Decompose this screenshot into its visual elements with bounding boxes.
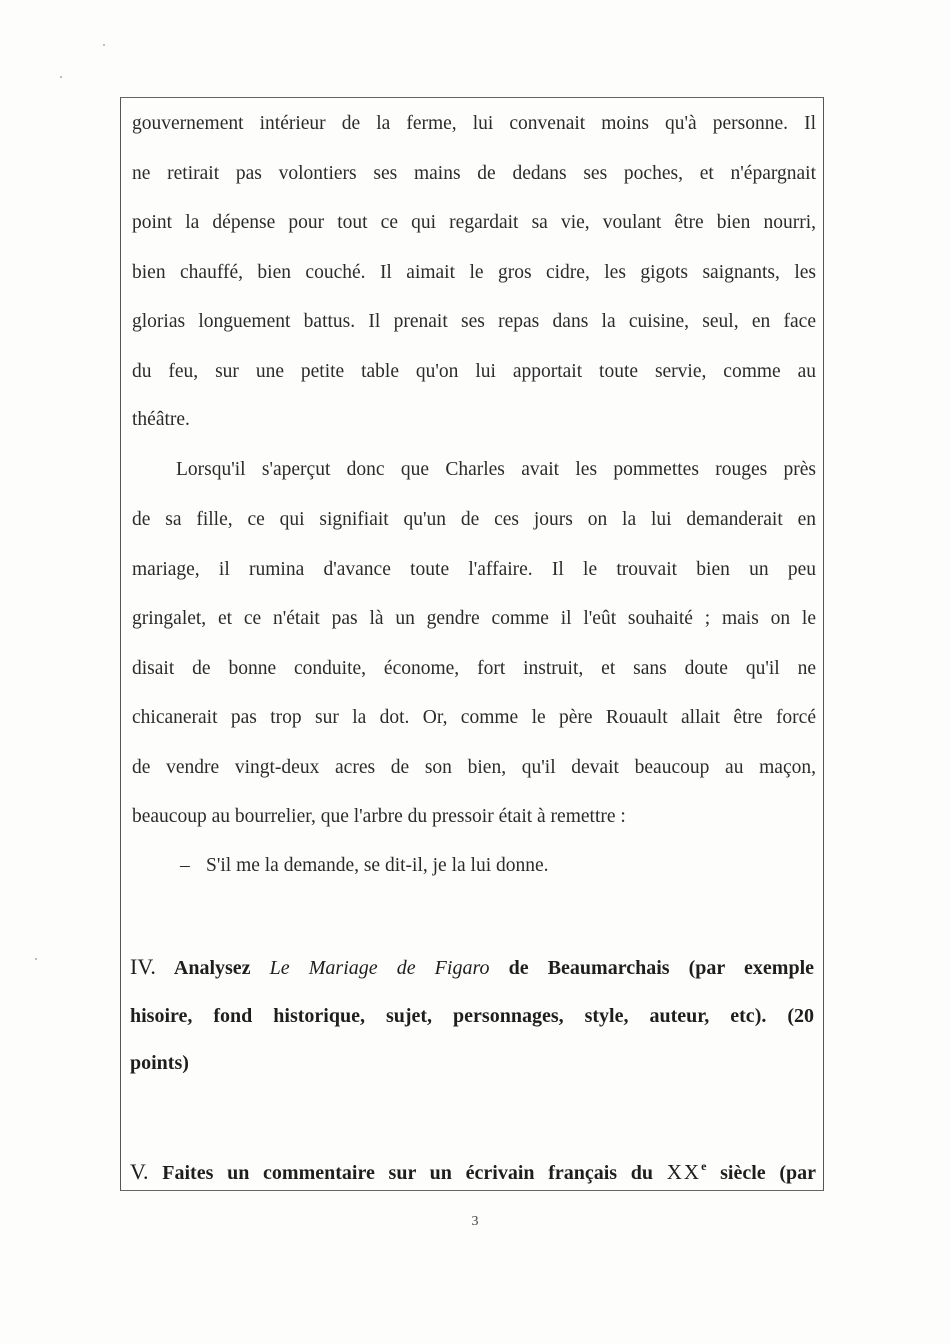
question-iv-line-2: hisoire, fond historique, sujet, personnages, style, auteur, etc). (20 <box>130 1005 814 1027</box>
passage-line: mariage, il rumina d'avance toute l'affaire. Il le trouvait bien un peu <box>132 559 816 580</box>
question-v-prefix: Faites un commentaire sur un écrivain français du <box>162 1162 654 1184</box>
passage-line: chicanerait pas trop sur la dot. Or, comme le père Rouault allait être forcé <box>132 707 816 728</box>
dialogue-dash: – <box>180 855 190 876</box>
question-iv-line-1 <box>130 955 814 980</box>
passage-line: point la dépense pour tout ce qui regardait sa vie, voulant être bien nourri, <box>132 212 816 233</box>
passage-line: du feu, sur une petite table qu'on lui apportait toute servie, comme au <box>132 361 816 382</box>
question-v-line-1 <box>130 1154 816 1185</box>
question-v-numeral: V. <box>130 1159 149 1184</box>
passage-paragraph-start: Lorsqu'il s'aperçut donc que Charles avait les pommettes rouges près <box>176 459 816 480</box>
dialogue-line: S'il me la demande, se dit-il, je la lui donne. <box>206 855 549 876</box>
scan-speck <box>60 76 62 78</box>
page-number: 3 <box>471 1214 479 1229</box>
question-iv-numeral: IV. <box>130 954 156 979</box>
passage-line: de vendre vingt-deux acres de son bien, qu'il devait beaucoup au maçon, <box>132 757 816 778</box>
passage-line: gouvernement intérieur de la ferme, lui convenait moins qu'à personne. Il <box>132 113 816 134</box>
passage-line: théâtre. <box>132 409 190 430</box>
question-iv-suffix: de Beaumarchais (par exemple <box>508 957 815 979</box>
scan-speck <box>35 958 37 960</box>
passage-line: ne retirait pas volontiers ses mains de dedans ses poches, et n'épargnait <box>132 163 816 184</box>
question-iv-line-3: points) <box>130 1052 189 1074</box>
passage-line: disait de bonne conduite, économe, fort instruit, et sans doute qu'il ne <box>132 658 816 679</box>
question-v-century-superscript: e <box>701 1159 707 1173</box>
passage-line: bien chauffé, bien couché. Il aimait le gros cidre, les gigots saignants, les <box>132 262 816 283</box>
question-v-suffix: siècle (par <box>720 1162 817 1184</box>
passage-line: gringalet, et ce n'était pas là un gendre comme il l'eût souhaité ; mais on le <box>132 608 816 629</box>
passage-line: beaucoup au bourrelier, que l'arbre du pressoir était à remettre : <box>132 806 626 827</box>
question-iv-prefix: Analysez <box>173 957 251 979</box>
scan-speck <box>103 44 105 46</box>
passage-line: glorias longuement battus. Il prenait ses repas dans la cuisine, seul, en face <box>132 311 816 332</box>
question-iv-title: Le Mariage de Figaro <box>269 957 490 979</box>
passage-line: de sa fille, ce qui signifiait qu'un de ces jours on la lui demanderait en <box>132 509 816 530</box>
question-v-century: XX <box>666 1160 702 1184</box>
